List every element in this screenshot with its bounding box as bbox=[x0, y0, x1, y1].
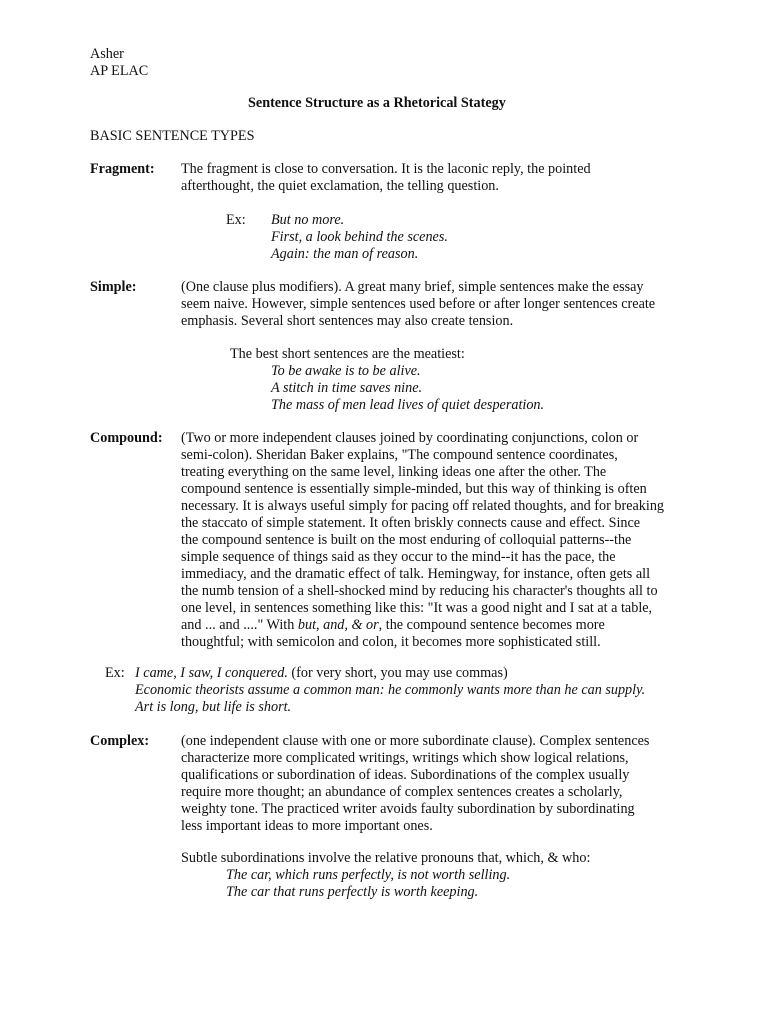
compound-line: and ... and ...." With but, and, & or, the compound sentence becomes more bbox=[181, 617, 605, 633]
simple-example: To be awake is to be alive. bbox=[271, 363, 421, 379]
simple-line: emphasis. Several short sentences may also create tension. bbox=[181, 313, 514, 329]
complex-line: (one independent clause with one or more subordinate clause). Complex sentences bbox=[181, 733, 650, 749]
compound-definition bbox=[181, 430, 664, 651]
compound-line: necessary. It is always useful simply for pacing off related thoughts, and for breaking bbox=[181, 498, 665, 514]
compound-line: compound sentence is essentially simple-minded, but this way of thinking is often bbox=[181, 481, 647, 497]
compound-example: I came, I saw, I conquered. bbox=[135, 665, 288, 681]
complex-line: weighty tone. The practiced writer avoids faulty subordination by subordinating bbox=[181, 801, 635, 817]
compound-line: the numb tension of a shell-shocked mind by reducing his character's thoughts all to bbox=[181, 583, 658, 599]
complex-line: characterize more complicated writings, writings which show logical relations, bbox=[181, 750, 629, 766]
compound-line: thoughtful; with semicolon and colon, it becomes more sophisticated still. bbox=[181, 634, 601, 650]
simple-definition bbox=[181, 279, 655, 330]
compound-line: semi-colon). Sheridan Baker explains, "The compound sentence coordinates, bbox=[181, 447, 618, 463]
author-name: Asher bbox=[90, 46, 124, 62]
fragment-line: The fragment is close to conversation. It is the laconic reply, the pointed bbox=[181, 161, 591, 177]
compound-example-line bbox=[135, 665, 508, 682]
section-heading: BASIC SENTENCE TYPES bbox=[90, 128, 255, 144]
course-name: AP ELAC bbox=[90, 63, 149, 79]
simple-term: Simple: bbox=[90, 279, 137, 295]
fragment-example: First, a look behind the scenes. bbox=[271, 229, 448, 245]
conjunctions-emphasis: but, and, & or bbox=[297, 617, 379, 633]
complex-example: The car, which runs perfectly, is not worth selling. bbox=[226, 867, 511, 883]
complex-line: less important ideas to more important ones. bbox=[181, 818, 433, 834]
page-title: Sentence Structure as a Rhetorical Stategy bbox=[248, 95, 506, 111]
compound-example-note: (for very short, you may use commas) bbox=[291, 665, 508, 681]
simple-example: A stitch in time saves nine. bbox=[271, 380, 423, 396]
compound-example: Economic theorists assume a common man: he commonly wants more than he can supply. bbox=[135, 682, 646, 698]
fragment-definition bbox=[181, 161, 591, 195]
compound-ex-label: Ex: bbox=[105, 665, 125, 681]
compound-example: Art is long, but life is short. bbox=[135, 699, 292, 715]
compound-line: the compound sentence is built on the most enduring of colloquial patterns--the bbox=[181, 532, 632, 548]
simple-line: seem naive. However, simple sentences used before or after longer sentences create bbox=[181, 296, 656, 312]
complex-definition bbox=[181, 733, 649, 835]
simple-line: (One clause plus modifiers). A great many brief, simple sentences make the essay bbox=[181, 279, 644, 295]
complex-example: The car that runs perfectly is worth keeping. bbox=[226, 884, 479, 900]
fragment-ex-label: Ex: bbox=[226, 212, 246, 228]
fragment-example: Again: the man of reason. bbox=[271, 246, 419, 262]
simple-intro: The best short sentences are the meatiest: bbox=[230, 346, 465, 362]
compound-term: Compound: bbox=[90, 430, 163, 446]
compound-line: (Two or more independent clauses joined by coordinating conjunctions, colon or bbox=[181, 430, 639, 446]
compound-line: immediacy, and the dramatic effect of talk. Hemingway, for instance, often gets all bbox=[181, 566, 651, 582]
complex-term: Complex: bbox=[90, 733, 150, 749]
complex-line: qualifications or subordination of ideas. Subordinations of the complex usually bbox=[181, 767, 630, 783]
simple-example: The mass of men lead lives of quiet desperation. bbox=[271, 397, 545, 413]
compound-line: treating everything on the same level, linking ideas one after the other. The bbox=[181, 464, 607, 480]
compound-line: the staccato of simple statement. It often briskly connects cause and effect. Since bbox=[181, 515, 641, 531]
compound-line: simple sequence of things said as they occur to the mind--it has the pace, the bbox=[181, 549, 616, 565]
compound-line: one level, in sentences something like this: "It was a good night and I sat at a table, bbox=[181, 600, 653, 616]
complex-line: require more thought; an abundance of complex sentences creates a scholarly, bbox=[181, 784, 623, 800]
fragment-example: But no more. bbox=[271, 212, 345, 228]
fragment-line: afterthought, the quiet exclamation, the telling question. bbox=[181, 178, 499, 194]
complex-intro: Subtle subordinations involve the relative pronouns that, which, & who: bbox=[181, 850, 591, 866]
fragment-term: Fragment: bbox=[90, 161, 155, 177]
